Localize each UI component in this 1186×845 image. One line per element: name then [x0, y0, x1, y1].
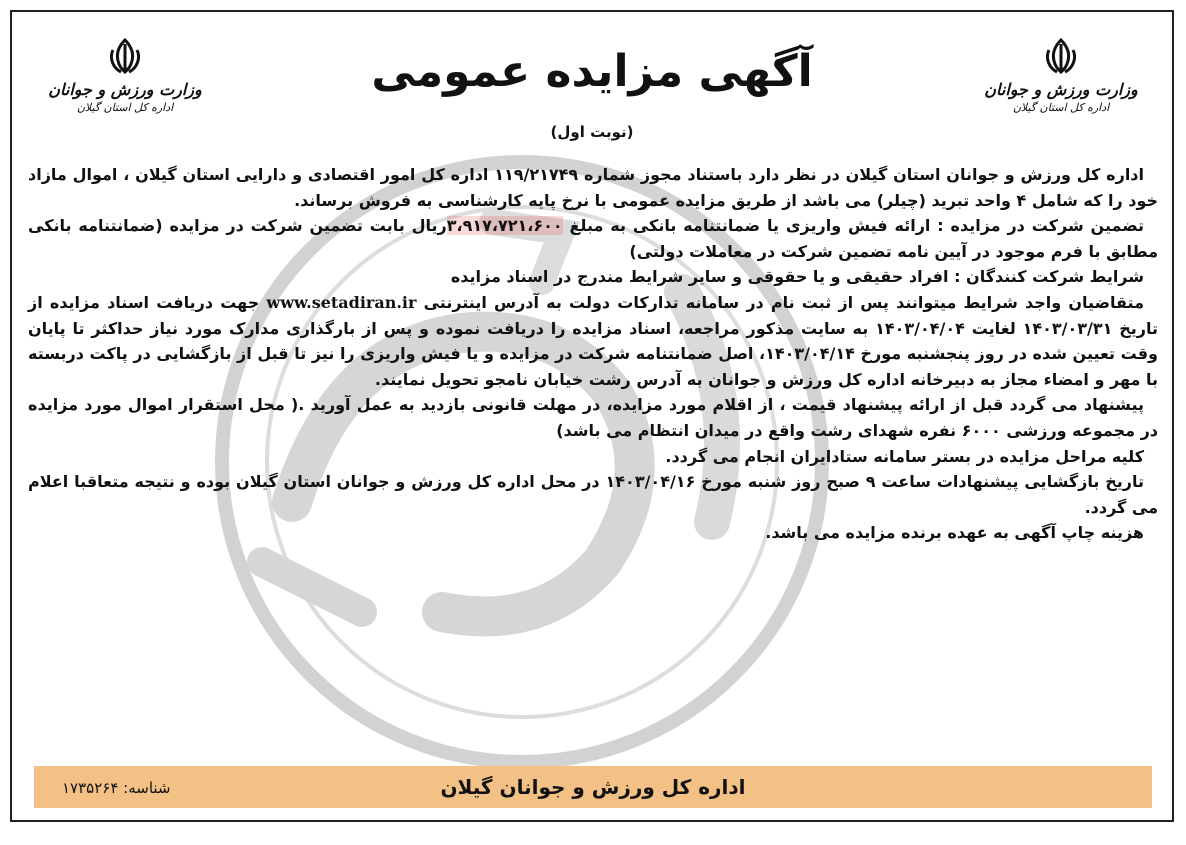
visit-paragraph: پیشنهاد می گردد قبل از ارائه پیشنهاد قیمت ، از اقلام مورد مزایده، در مهلت قانونی بازدید به عمل آورید .( محل استقرار اموال مورد مزایده در مجموعه ورزشی ۶۰۰۰ نفره شهدای رشت واقع در میدان انتظام می باشد)	[28, 395, 1158, 440]
guarantee-amount: ۳،۹۱۷،۷۲۱،۶۰۰	[446, 216, 563, 236]
logo-left-office: اداره کل استان گیلان	[76, 101, 174, 114]
notice-frame	[10, 10, 1174, 822]
logo-left-ministry: وزارت ورزش و جوانان	[48, 80, 202, 99]
opening-paragraph: تاریخ بازگشایی پیشنهادات ساعت ۹ صبح روز شنبه مورخ ۱۴۰۳/۰۴/۱۶ در محل اداره کل ورزش و جوانان استان گیلان بوده و نتیجه متعاقبا اعلام می گردد.	[28, 472, 1158, 517]
logo-right-office: اداره کل استان گیلان	[1012, 101, 1110, 114]
guarantee-paragraph	[28, 213, 1158, 264]
conditions-paragraph: شرایط شرکت کنندگان : افراد حقیقی و یا حقوقی و سایر شرایط مندرج در اسناد مزایده	[450, 267, 1144, 287]
website-link[interactable]: www.setadiran.ir	[266, 292, 417, 312]
notice-body	[28, 162, 1158, 546]
logo-left	[30, 36, 220, 115]
process-paragraph: کلیه مراحل مزایده در بستر سامانه ستادایران انجام می گردد.	[665, 446, 1144, 466]
guarantee-text-a: تضمین شرکت در مزایده : ارائه فیش واریزی یا ضمانتنامه بانکی به مبلغ	[569, 216, 1144, 236]
applicants-text-b: جهت دریافت اسناد مزایده از تاریخ ۱۴۰۳/۰۳/۳۱ لغایت ۱۴۰۳/۰۴/۰۴ به سایت مذکور مراجعه، اسناد مزایده را دریافت نموده و پس از بارگذاری مدارک مورد نیاز حداکثر تا پایان وقت تعیین شده در روز پنجشنبه مورخ ۱۴۰۳/۰۴/۱۴، اصل ضمانتنامه شرکت در مزایده و یا فیش واریزی را نیز تا قبل از بازگشایی در پاکت دربسته با مهر و امضاء مجاز به دبیرخانه اداره کل ورزش و جوانان به آدرس رشت خیابان نامجو تحویل نمایند.	[28, 292, 1159, 389]
footer-id: شناسه: ۱۷۳۵۲۶۴	[62, 779, 171, 797]
guarantee-text-b: ریال بابت تضمین شرکت در مزایده (ضمانتنامه بانکی مطابق با فرم موجود در آیین نامه تضمین شرکت در معاملات دولتی)	[28, 216, 1158, 261]
notice-header	[12, 12, 1172, 162]
footer-bar	[34, 766, 1152, 808]
applicants-text-a: متقاضیان واجد شرایط میتوانند پس از ثبت نام در سامانه تدارکات دولت به آدرس اینترنتی	[423, 292, 1144, 312]
footer-department: اداره کل ورزش و جوانان گیلان	[440, 775, 746, 799]
iran-emblem-icon	[105, 36, 145, 76]
intro-paragraph: اداره کل ورزش و جوانان استان گیلان در نظر دارد باستناد مجوز شماره ۱۱۹/۲۱۷۴۹ اداره کل امور اقتصادی و دارایی استان گیلان ، اموال مازاد خود را که شامل ۴ واحد تبرید (چیلر) می باشد از طریق مزایده عمومی با نرخ پایه کارشناسی به فروش برساند.	[28, 165, 1158, 210]
logo-right	[966, 36, 1156, 115]
notice-title: آگهی مزایده عمومی	[371, 46, 813, 97]
logo-right-ministry: وزارت ورزش و جوانان	[984, 80, 1138, 99]
applicants-paragraph	[28, 290, 1158, 392]
cost-paragraph: هزینه چاپ آگهی به عهده برنده مزایده می باشد.	[765, 523, 1144, 543]
notice-subtitle: (نوبت اول)	[550, 123, 634, 141]
iran-emblem-icon	[1041, 36, 1081, 76]
